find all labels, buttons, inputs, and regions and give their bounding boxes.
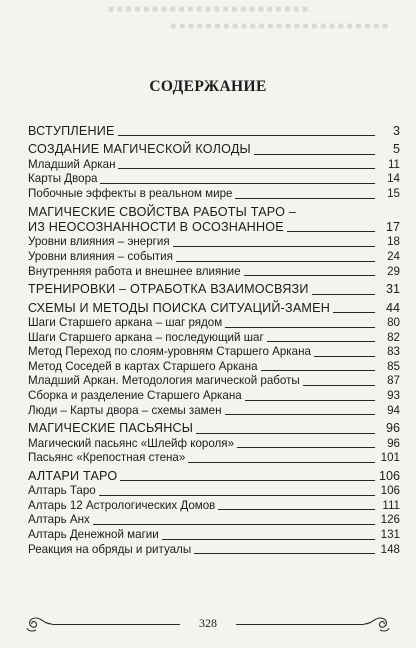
- toc-entry: [28, 484, 400, 499]
- toc-page-number: 24: [387, 250, 400, 263]
- toc-leader-line: [218, 509, 375, 510]
- toc-leader-line: [120, 480, 375, 481]
- toc-page-number: 82: [387, 330, 400, 344]
- toc-page-number: 31: [385, 282, 400, 297]
- toc-section: [28, 142, 400, 201]
- page-title: СОДЕРЖАНИЕ: [149, 78, 267, 95]
- toc-entry-title: Внутренняя работа и внешнее влияние: [28, 264, 241, 278]
- toc-leader-line: [333, 312, 375, 313]
- toc-entry-title: ВСТУПЛЕНИЕ: [28, 124, 115, 138]
- toc-entry: [28, 331, 400, 346]
- toc-heading-entry: [28, 469, 400, 484]
- toc-page-number: 3: [392, 124, 400, 138]
- toc-leader-line: [118, 135, 375, 136]
- toc-entry: [28, 437, 400, 452]
- toc-entry: [28, 389, 400, 404]
- toc-leader-line: [99, 495, 375, 496]
- toc-page-number: 126: [380, 513, 400, 527]
- toc-page-number: 106: [380, 484, 400, 498]
- toc-entry: [28, 528, 400, 543]
- toc-page-number: 80: [387, 316, 400, 329]
- toc-page-number: 131: [380, 527, 400, 541]
- toc-entry: [28, 374, 400, 389]
- toc-page-number: 44: [385, 300, 400, 315]
- toc-entry-title: Метод Переход по слоям-уровням Старшего Аркана: [28, 345, 311, 359]
- toc-page-number: 101: [380, 451, 400, 465]
- toc-entry: [28, 316, 400, 331]
- toc-leader-line: [194, 553, 375, 554]
- toc-leader-line: [312, 294, 375, 295]
- toc-entry-title: Уровни влияния – энергия: [28, 235, 170, 249]
- toc-page-number: 15: [387, 187, 400, 200]
- toc-heading-entry: [28, 301, 400, 316]
- toc-leader-line: [188, 462, 375, 463]
- toc-entry-title: Шаги Старшего аркана – последующий шаг: [28, 330, 264, 344]
- toc-leader-line: [237, 447, 375, 448]
- toc-entry-title: МАГИЧЕСКИЕ ПАСЬЯНСЫ: [28, 421, 194, 436]
- toc-entry: [28, 404, 400, 419]
- toc-page-number: 106: [378, 468, 400, 483]
- table-of-contents: [28, 124, 400, 557]
- toc-page-number: 83: [387, 345, 400, 359]
- toc-leader-line: [235, 198, 375, 199]
- toc-entry: [28, 451, 400, 466]
- toc-entry-title: Шаги Старшего аркана – шаг рядом: [28, 316, 223, 329]
- toc-section: [28, 205, 400, 280]
- toc-section: [28, 421, 400, 466]
- toc-leader-line: [244, 275, 375, 276]
- toc-entry-title: Карты Двора: [28, 172, 98, 186]
- toc-entry-title: Магический пасьянс «Шлейф короля»: [28, 436, 235, 450]
- toc-entry: [28, 513, 400, 528]
- toc-leader-line: [287, 231, 375, 232]
- toc-entry-title: СОЗДАНИЕ МАГИЧЕСКОЙ КОЛОДЫ: [28, 142, 251, 157]
- toc-section: [28, 301, 400, 419]
- toc-entry-title: Алтарь Таро: [28, 484, 96, 498]
- toc-entry: [28, 172, 400, 187]
- toc-entry: [28, 345, 400, 360]
- toc-section: [28, 124, 400, 139]
- toc-entry: [28, 543, 400, 558]
- toc-page-number: 148: [380, 542, 400, 556]
- toc-page-number: 85: [387, 359, 400, 373]
- toc-page-number: 11: [387, 157, 400, 171]
- toc-entry-title: АЛТАРИ ТАРО: [28, 468, 118, 483]
- toc-entry-title: Алтарь 12 Астрологических Домов: [28, 498, 216, 512]
- toc-entry: [28, 265, 400, 280]
- toc-page-number: 5: [392, 142, 400, 157]
- toc-heading-entry: [28, 142, 400, 157]
- toc-leader-line: [261, 370, 375, 371]
- toc-entry-title: Реакция на обряды и ритуалы: [28, 542, 192, 556]
- toc-leader-line: [118, 168, 375, 169]
- toc-page-number: 96: [387, 436, 400, 450]
- toc-page-number: 93: [387, 388, 400, 402]
- toc-section: [28, 469, 400, 557]
- right-flourish-ornament: [362, 614, 392, 634]
- toc-leader-line: [225, 414, 376, 415]
- toc-entry-title: Люди – Карты двора – схемы замен: [28, 403, 222, 417]
- toc-heading-entry: [28, 205, 400, 220]
- toc-page-number: 94: [387, 403, 400, 417]
- toc-leader-line: [314, 356, 375, 357]
- toc-leader-line: [254, 154, 375, 155]
- toc-entry-title: Метод Соседей в картах Старшего Аркана: [28, 359, 258, 373]
- toc-entry: [28, 499, 400, 514]
- toc-entry: [28, 250, 400, 265]
- toc-entry-title: Пасьянс «Крепостная стена»: [28, 451, 186, 465]
- toc-leader-line: [162, 539, 375, 540]
- toc-page-number: 96: [385, 421, 400, 436]
- toc-entry-title: Младший Аркан. Методология магической работы: [28, 374, 300, 388]
- toc-entry: [28, 187, 400, 202]
- toc-entry-title: СХЕМЫ И МЕТОДЫ ПОИСКА СИТУАЦИЙ-ЗАМЕН: [28, 300, 331, 315]
- toc-leader-line: [173, 246, 375, 247]
- toc-leader-line: [196, 433, 375, 434]
- toc-entry-title: Алтарь Анх: [28, 513, 90, 527]
- toc-section: [28, 282, 400, 297]
- page-number: 328: [199, 616, 217, 630]
- bleed-through-text: ■ ■ ■ ■ ■ ■ ■ ■ ■ ■ ■ ■ ■ ■ ■ ■ ■ ■ ■ ■ ■ ■ ■ ■ ■ ■ ■ ■ ■ ■ ■ ■ ■ ■ ■ ■ ■ ■ ■ ■ ■ ■ ■ ■ ■ ■ ■ ■: [107, 4, 388, 32]
- toc-heading-entry: [28, 282, 400, 297]
- toc-entry-title: Младший Аркан: [28, 157, 116, 171]
- page-footer: [24, 614, 392, 636]
- toc-heading-entry: [28, 124, 400, 139]
- toc-entry: [28, 360, 400, 375]
- toc-leader-line: [93, 524, 375, 525]
- toc-leader-line: [245, 400, 375, 401]
- toc-entry-title: Побочные эффекты в реальном мире: [28, 187, 233, 200]
- toc-page-number: 14: [387, 172, 400, 186]
- toc-entry-title: МАГИЧЕСКИЕ СВОЙСТВА РАБОТЫ ТАРО –: [28, 204, 297, 219]
- toc-leader-line: [176, 261, 375, 262]
- toc-leader-line: [225, 327, 375, 328]
- toc-entry-title: ИЗ НЕОСОЗНАННОСТИ В ОСОЗНАННОЕ: [28, 220, 284, 234]
- toc-entry-title: Алтарь Денежной магии: [28, 527, 159, 541]
- toc-heading-entry: [28, 421, 400, 436]
- toc-entry-title: ТРЕНИРОВКИ – ОТРАБОТКА ВЗАИМОСВЯЗИ: [28, 282, 309, 297]
- toc-page-number: 111: [382, 498, 400, 512]
- toc-leader-line: [100, 183, 375, 184]
- toc-entry-title: Уровни влияния – события: [28, 250, 173, 263]
- toc-page-number: 87: [387, 374, 400, 388]
- toc-page-number: 18: [387, 235, 400, 249]
- toc-entry: [28, 235, 400, 250]
- toc-page-number: 17: [385, 220, 400, 234]
- toc-entry-title: Сборка и разделение Старшего Аркана: [28, 388, 242, 402]
- toc-heading-entry: [28, 220, 400, 235]
- footer-rule-right: [236, 624, 364, 625]
- toc-page-number: 29: [387, 264, 400, 278]
- toc-leader-line: [267, 341, 375, 342]
- toc-entry: [28, 158, 400, 173]
- toc-leader-line: [303, 385, 375, 386]
